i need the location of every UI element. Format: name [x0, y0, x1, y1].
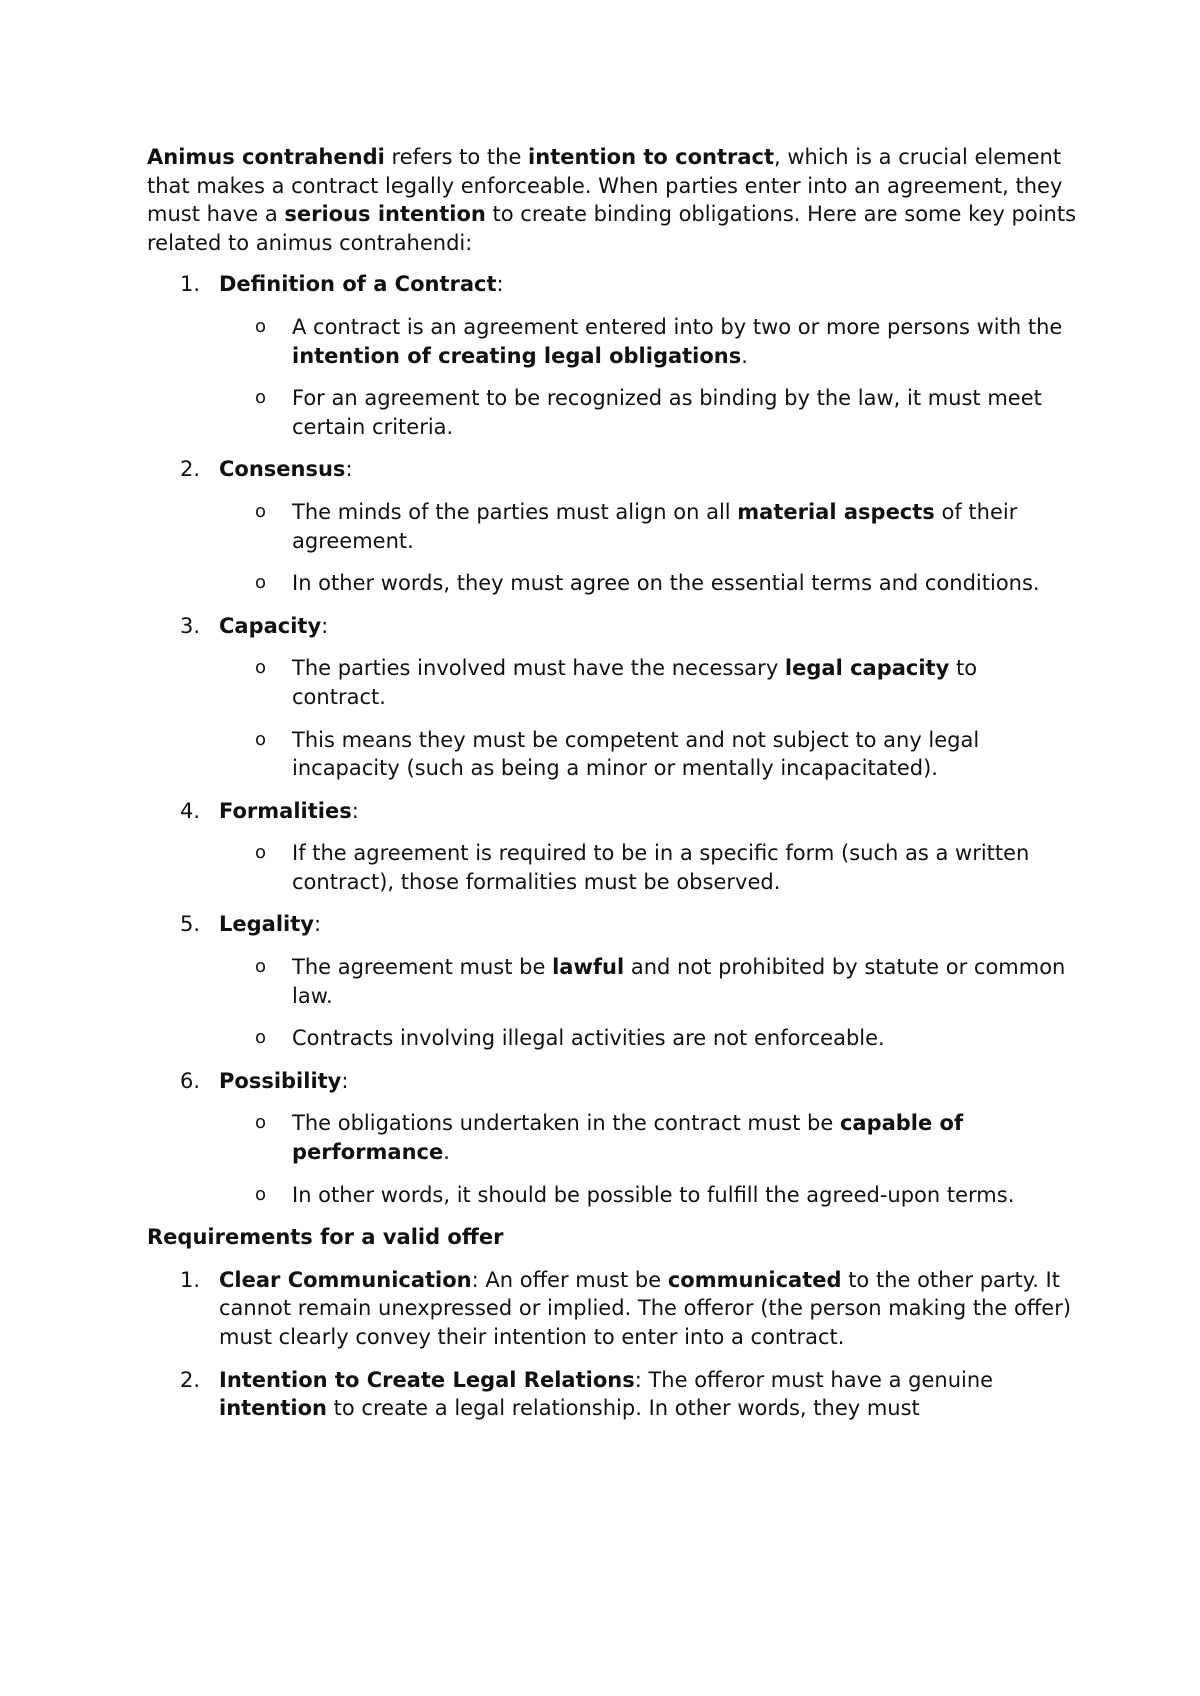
list-item: 1. Definition of a Contract: o A contract is an agreement entered into by two or more persons with the intention of creating legal obligations. o For an agreement to be recognized as binding by the law, it must meet certain criteria. — [147, 270, 1077, 441]
sub-list-item: o The parties involved must have the necessary legal capacity to contract. — [255, 656, 978, 709]
document-page — [147, 143, 1077, 1437]
list-item: 2. Intention to Create Legal Relations: The offeror must have a genuine intention to create a legal relationship. In other words, they must — [180, 1367, 994, 1421]
sub-list-item: o For an agreement to be recognized as binding by the law, it must meet certain criteria. — [255, 386, 1042, 439]
requirements-heading: Requirements for a valid offer — [147, 1225, 504, 1250]
bullet-icon: o — [255, 1027, 267, 1049]
intro-paragraph: Animus contrahendi refers to the intention to contract, which is a crucial element that makes a contract legally enforceable. When parties enter into an agreement, they must have a serious intention to create binding obligations. Here are some key points related to animus contrahendi: — [147, 145, 1077, 255]
intro-term: Animus contrahendi — [147, 145, 385, 169]
bullet-icon: o — [255, 842, 267, 864]
point-title: Consensus — [219, 457, 346, 482]
key-points-list — [147, 270, 1077, 1209]
sub-list-item: o Contracts involving illegal activities are not enforceable. — [219, 1024, 1077, 1053]
list-item: 2. Consensus: o The minds of the parties must align on all material aspects of their agreement. o In other words, they must agree on the essential terms and conditions. — [147, 455, 1077, 597]
bullet-icon: o — [255, 315, 267, 337]
sub-list-item: o The minds of the parties must align on all material aspects of their agreement. — [255, 499, 1018, 553]
bullet-icon: o — [255, 956, 267, 978]
bullet-icon: o — [255, 500, 267, 522]
bullet-icon: o — [255, 387, 267, 409]
sub-list-item: o The agreement must be lawful and not prohibited by statute or common law. — [255, 955, 1066, 1008]
sub-list-item: o This means they must be competent and not subject to any legal incapacity (such as being a minor or mentally incapacitated). — [255, 727, 980, 781]
sub-list-item: o The obligations undertaken in the contract must be capable of performance. — [255, 1111, 964, 1165]
bullet-icon: o — [255, 1183, 267, 1205]
point-title: Legality — [219, 912, 314, 937]
sub-list-item: o In other words, they must agree on the essential terms and conditions. — [219, 569, 1077, 598]
sub-list-item: o If the agreement is required to be in a specific form (such as a written contract), those formalities must be observed. — [255, 841, 1030, 894]
bullet-icon: o — [255, 728, 267, 750]
point-title: Formalities — [219, 798, 352, 823]
bullet-icon: o — [255, 657, 267, 679]
list-item: 1. Clear Communication: An offer must be communicated to the other party. It cannot remain unexpressed or implied. The offeror (the person making the offer) must clearly convey their intention to enter into a contract. — [180, 1267, 1072, 1349]
sub-list-item: o In other words, it should be possible to fulfill the agreed-upon terms. — [219, 1181, 1077, 1210]
list-item: 3. Capacity: o The parties involved must have the necessary legal capacity to contract. o This means they must be competent and not subject to any legal incapacity (such as being a minor or mentally incapacitated). — [147, 612, 1077, 783]
list-item: 6. Possibility: o The obligations undertaken in the contract must be capable of performance. o In other words, it should be possible to fulfill the agreed-upon terms. — [147, 1067, 1077, 1209]
list-item: 4. Formalities: o If the agreement is required to be in a specific form (such as a written contract), those formalities must be observed. — [147, 797, 1077, 897]
sub-list-item: o A contract is an agreement entered into by two or more persons with the intention of creating legal obligations. — [255, 314, 1063, 368]
requirements-list — [147, 1266, 1077, 1423]
bullet-icon: o — [255, 572, 267, 594]
requirement-title: Intention to Create Legal Relations — [219, 1367, 635, 1392]
point-title: Capacity — [219, 613, 322, 638]
bullet-icon: o — [255, 1112, 267, 1134]
point-title: Definition of a Contract — [219, 272, 497, 297]
list-item: 5. Legality: o The agreement must be lawful and not prohibited by statute or common law. o Contracts involving illegal activities are not enforceable. — [147, 910, 1077, 1052]
requirement-title: Clear Communication — [219, 1267, 472, 1292]
point-title: Possibility — [219, 1068, 342, 1093]
